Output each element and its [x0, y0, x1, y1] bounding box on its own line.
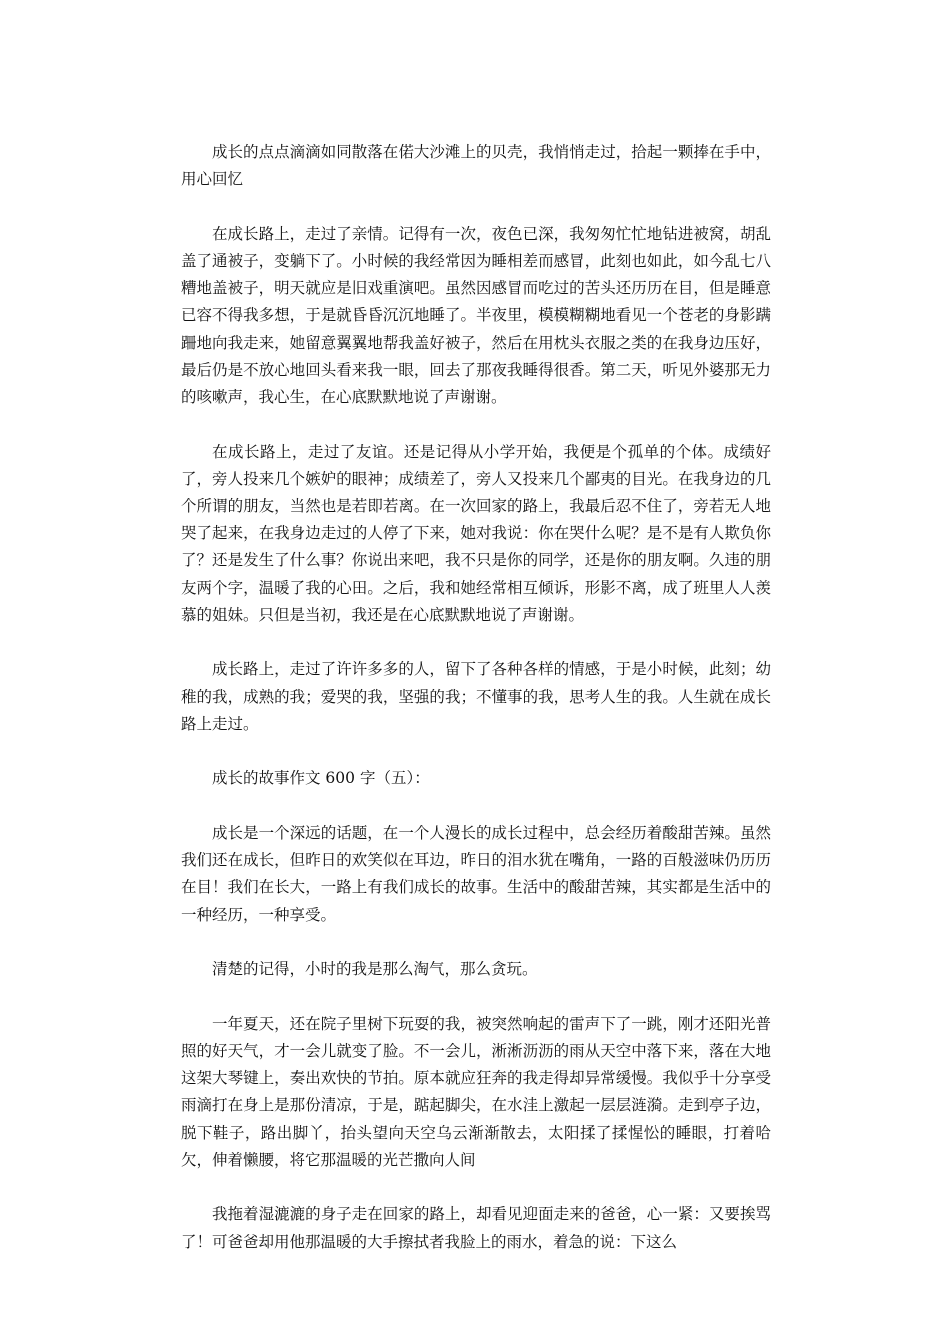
- paragraph-intro: 成长的点点滴滴如同散落在偌大沙滩上的贝壳，我悄悄走过，拾起一颗捧在手中，用心回忆: [181, 143, 771, 189]
- paragraph-friendship: 在成长路上，走过了友谊。还是记得从小学开始，我便是个孤单的个体。成绩好了，旁人投来几个嫉妒的眼神；成绩差了，旁人又投来几个鄙夷的目光。在我身边的几个所谓的朋友，当然也是若即若离。在一次回家的路上，我最后忍不住了，旁若无人地哭了起来，在我身边走过的人停了下来，她对我说：你在哭什么呢？是不是有人欺负你了？还是发生了什么事？你说出来吧，我不只是你的同学，还是你的朋友啊。久违的朋友两个字，温暖了我的心田。之后，我和她经常相互倾诉，形影不离，成了班里人人羡慕的姐妹。只但是当初，我还是在心底默默地说了声谢谢。: [181, 442, 771, 624]
- essay-heading: 成长的故事作文 600 字（五）：: [212, 769, 430, 788]
- document-body: [181, 139, 771, 1283]
- paragraph-rain: 一年夏天，还在院子里树下玩耍的我，被突然响起的雷声下了一跳，刚才还阳光普照的好天气，才一会儿就变了脸。不一会儿，淅淅沥沥的雨从天空中落下来，落在大地这架大琴键上，奏出欢快的节拍。原本就应狂奔的我走得却异常缓慢。我似乎十分享受雨滴打在身上是那份清凉，于是，踮起脚尖，在水洼上激起一层层涟漪。走到亭子边，脱下鞋子，路出脚丫，抬头望向天空乌云渐渐散去，太阳揉了揉惺忪的睡眼，打着哈欠，伸着懒腰，将它那温暖的光芒撒向人间: [181, 1014, 771, 1169]
- paragraph-memory: 清楚的记得，小时的我是那么淘气，那么贪玩。: [212, 960, 538, 979]
- paragraph-father: 我拖着湿漉漉的身子走在回家的路上，却看见迎面走来的爸爸，心一紧：又要挨骂了！可爸爸却用他那温暖的大手擦拭者我脸上的雨水，着急的说：下这么: [181, 1205, 771, 1251]
- paragraph-growth: 成长是一个深远的话题，在一个人漫长的成长过程中，总会经历着酸甜苦辣。虽然我们还在成长，但昨日的欢笑似在耳边，昨日的泪水犹在嘴角，一路的百般滋味仍历历在目！我们在长大，一路上有我们成长的故事。生活中的酸甜苦辣，其实都是生活中的一种经历，一种享受。: [181, 824, 771, 924]
- paragraph-family: 在成长路上，走过了亲情。记得有一次，夜色已深，我匆匆忙忙地钻进被窝，胡乱盖了通被子，变躺下了。小时候的我经常因为睡相差而感冒，此刻也如此，如今乱七八糟地盖被子，明天就应是旧戏重演吧。虽然因感冒而吃过的苦头还历历在目，但是睡意已容不得我多想，于是就昏昏沉沉地睡了。半夜里，模模糊糊地看见一个苍老的身影蹒跚地向我走来，她留意翼翼地帮我盖好被子，然后在用枕头衣服之类的在我身边压好，最后仍是不放心地回头看来我一眼，回去了那夜我睡得很香。第二天，听见外婆那无力的咳嗽声，我心生，在心底默默地说了声谢谢。: [181, 224, 771, 407]
- paragraph-conclusion: 成长路上，走过了许许多多的人，留下了各种各样的情感，于是小时候，此刻；幼稚的我，成熟的我；爱哭的我，坚强的我；不懂事的我，思考人生的我。人生就在成长路上走过。: [181, 660, 771, 733]
